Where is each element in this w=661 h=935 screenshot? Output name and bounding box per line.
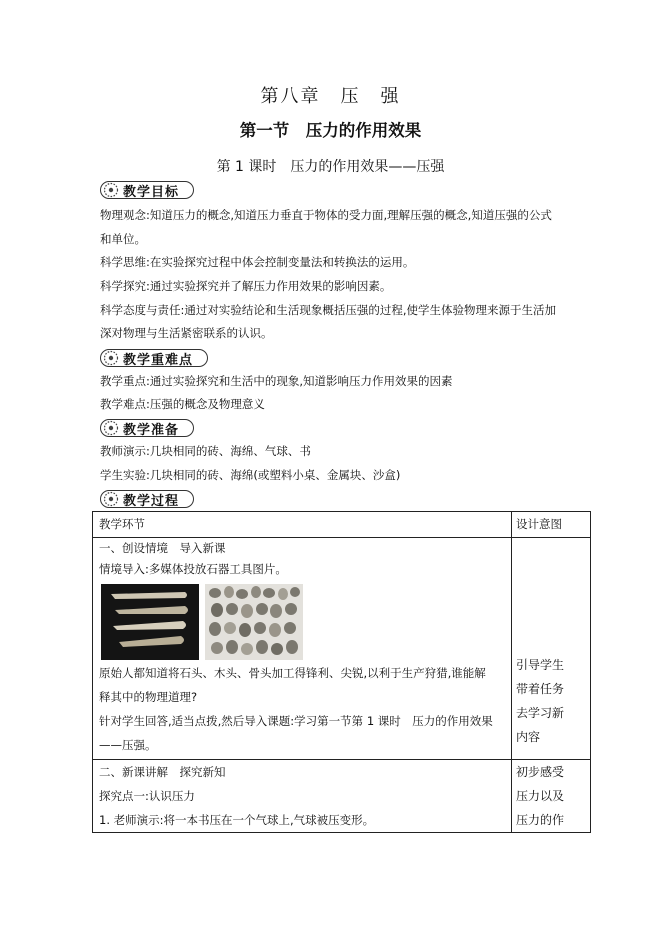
row1-line-2: 释其中的物理道理?: [99, 690, 198, 704]
row1-intent-cell: [512, 538, 591, 760]
header-intent-label: 设计意图: [516, 517, 562, 531]
preparation-heading: 教学准备: [123, 422, 180, 438]
dotted-circle-icon: [103, 420, 119, 436]
key-points-badge: [100, 349, 193, 367]
lesson-title: 第 1 课时 压力的作用效果——压强: [216, 159, 445, 175]
bone-tools-photo: [101, 584, 199, 660]
row1-note-1: 引导学生: [516, 658, 565, 672]
goal-line-4: 科学探究:通过实验探究并了解压力作用效果的影响因素。: [100, 279, 392, 293]
key-line-1: 教学重点:通过实验探究和生活中的现象,知道影响压力作用效果的因素: [100, 374, 453, 388]
goal-line-3: 科学思维:在实验探究过程中体会控制变量法和转换法的运用。: [100, 255, 415, 269]
table-row: [93, 538, 591, 760]
preparation-badge: [100, 419, 179, 437]
tools-images: [101, 584, 505, 660]
chapter-title: 第八章 压 强: [260, 86, 401, 107]
goal-line-2: 和单位。: [100, 232, 146, 246]
table-header-row: [93, 512, 591, 538]
table-row: [93, 760, 591, 833]
header-stage-label: 教学环节: [99, 517, 145, 531]
row1-title: 一、创设情境 导入新课: [99, 541, 226, 555]
process-badge: [100, 490, 179, 508]
row2-line-3: 1. 老师演示:将一本书压在一个气球上,气球被压变形。: [99, 813, 375, 827]
row2-intent-cell: [512, 760, 591, 833]
section-title: 第一节 压力的作用效果: [239, 121, 422, 140]
dotted-circle-icon: [103, 350, 119, 366]
prep-line-2: 学生实验:几块相同的砖、海绵(或塑料小桌、金属块、沙盒): [100, 468, 401, 482]
goals-heading: 教学目标: [123, 184, 180, 200]
header-cell-intent: [512, 512, 591, 538]
prep-line-1: 教师演示:几块相同的砖、海绵、气球、书: [100, 444, 311, 458]
row2-line-2: 探究点一:认识压力: [99, 789, 195, 803]
process-table: [92, 511, 591, 833]
row2-content-cell: [93, 760, 512, 833]
row1-note-4: 内容: [516, 730, 541, 744]
row2-note-2: 压力以及: [516, 789, 565, 803]
row1-line-4: ——压强。: [99, 738, 157, 752]
process-heading: 教学过程: [123, 493, 180, 509]
header-cell-stage: [93, 512, 512, 538]
goal-line-6: 深对物理与生活紧密联系的认识。: [100, 326, 273, 340]
stone-tools-photo: [205, 584, 303, 660]
row1-line-3: 针对学生回答,适当点拨,然后导入课题:学习第一节第 1 课时 压力的作用效果: [99, 714, 493, 728]
goal-line-5: 科学态度与责任:通过对实验结论和生活现象概括压强的过程,使学生体验物理来源于生活加: [100, 303, 557, 317]
row1-note-3: 去学习新: [516, 706, 565, 720]
dotted-circle-icon: [103, 182, 119, 198]
row1-line-1: 原始人都知道将石头、木头、骨头加工得锋利、尖锐,以利于生产狩猎,谁能解: [99, 666, 486, 680]
row2-note-1: 初步感受: [516, 765, 565, 779]
row2-note-3: 压力的作: [516, 813, 565, 827]
goal-line-1: 物理观念:知道压力的概念,知道压力垂直于物体的受力面,理解压强的概念,知道压强的公式: [100, 208, 552, 222]
row1-note-2: 带着任务: [516, 682, 565, 696]
goals-badge: [100, 181, 179, 199]
dotted-circle-icon: [103, 491, 119, 507]
key-points-heading: 教学重难点: [123, 352, 194, 368]
row1-intro: 情境导入:多媒体投放石器工具图片。: [99, 562, 287, 576]
row2-line-1: 二、新课讲解 探究新知: [99, 765, 226, 779]
key-line-2: 教学难点:压强的概念及物理意义: [100, 397, 265, 411]
row1-content-cell: [93, 538, 512, 760]
